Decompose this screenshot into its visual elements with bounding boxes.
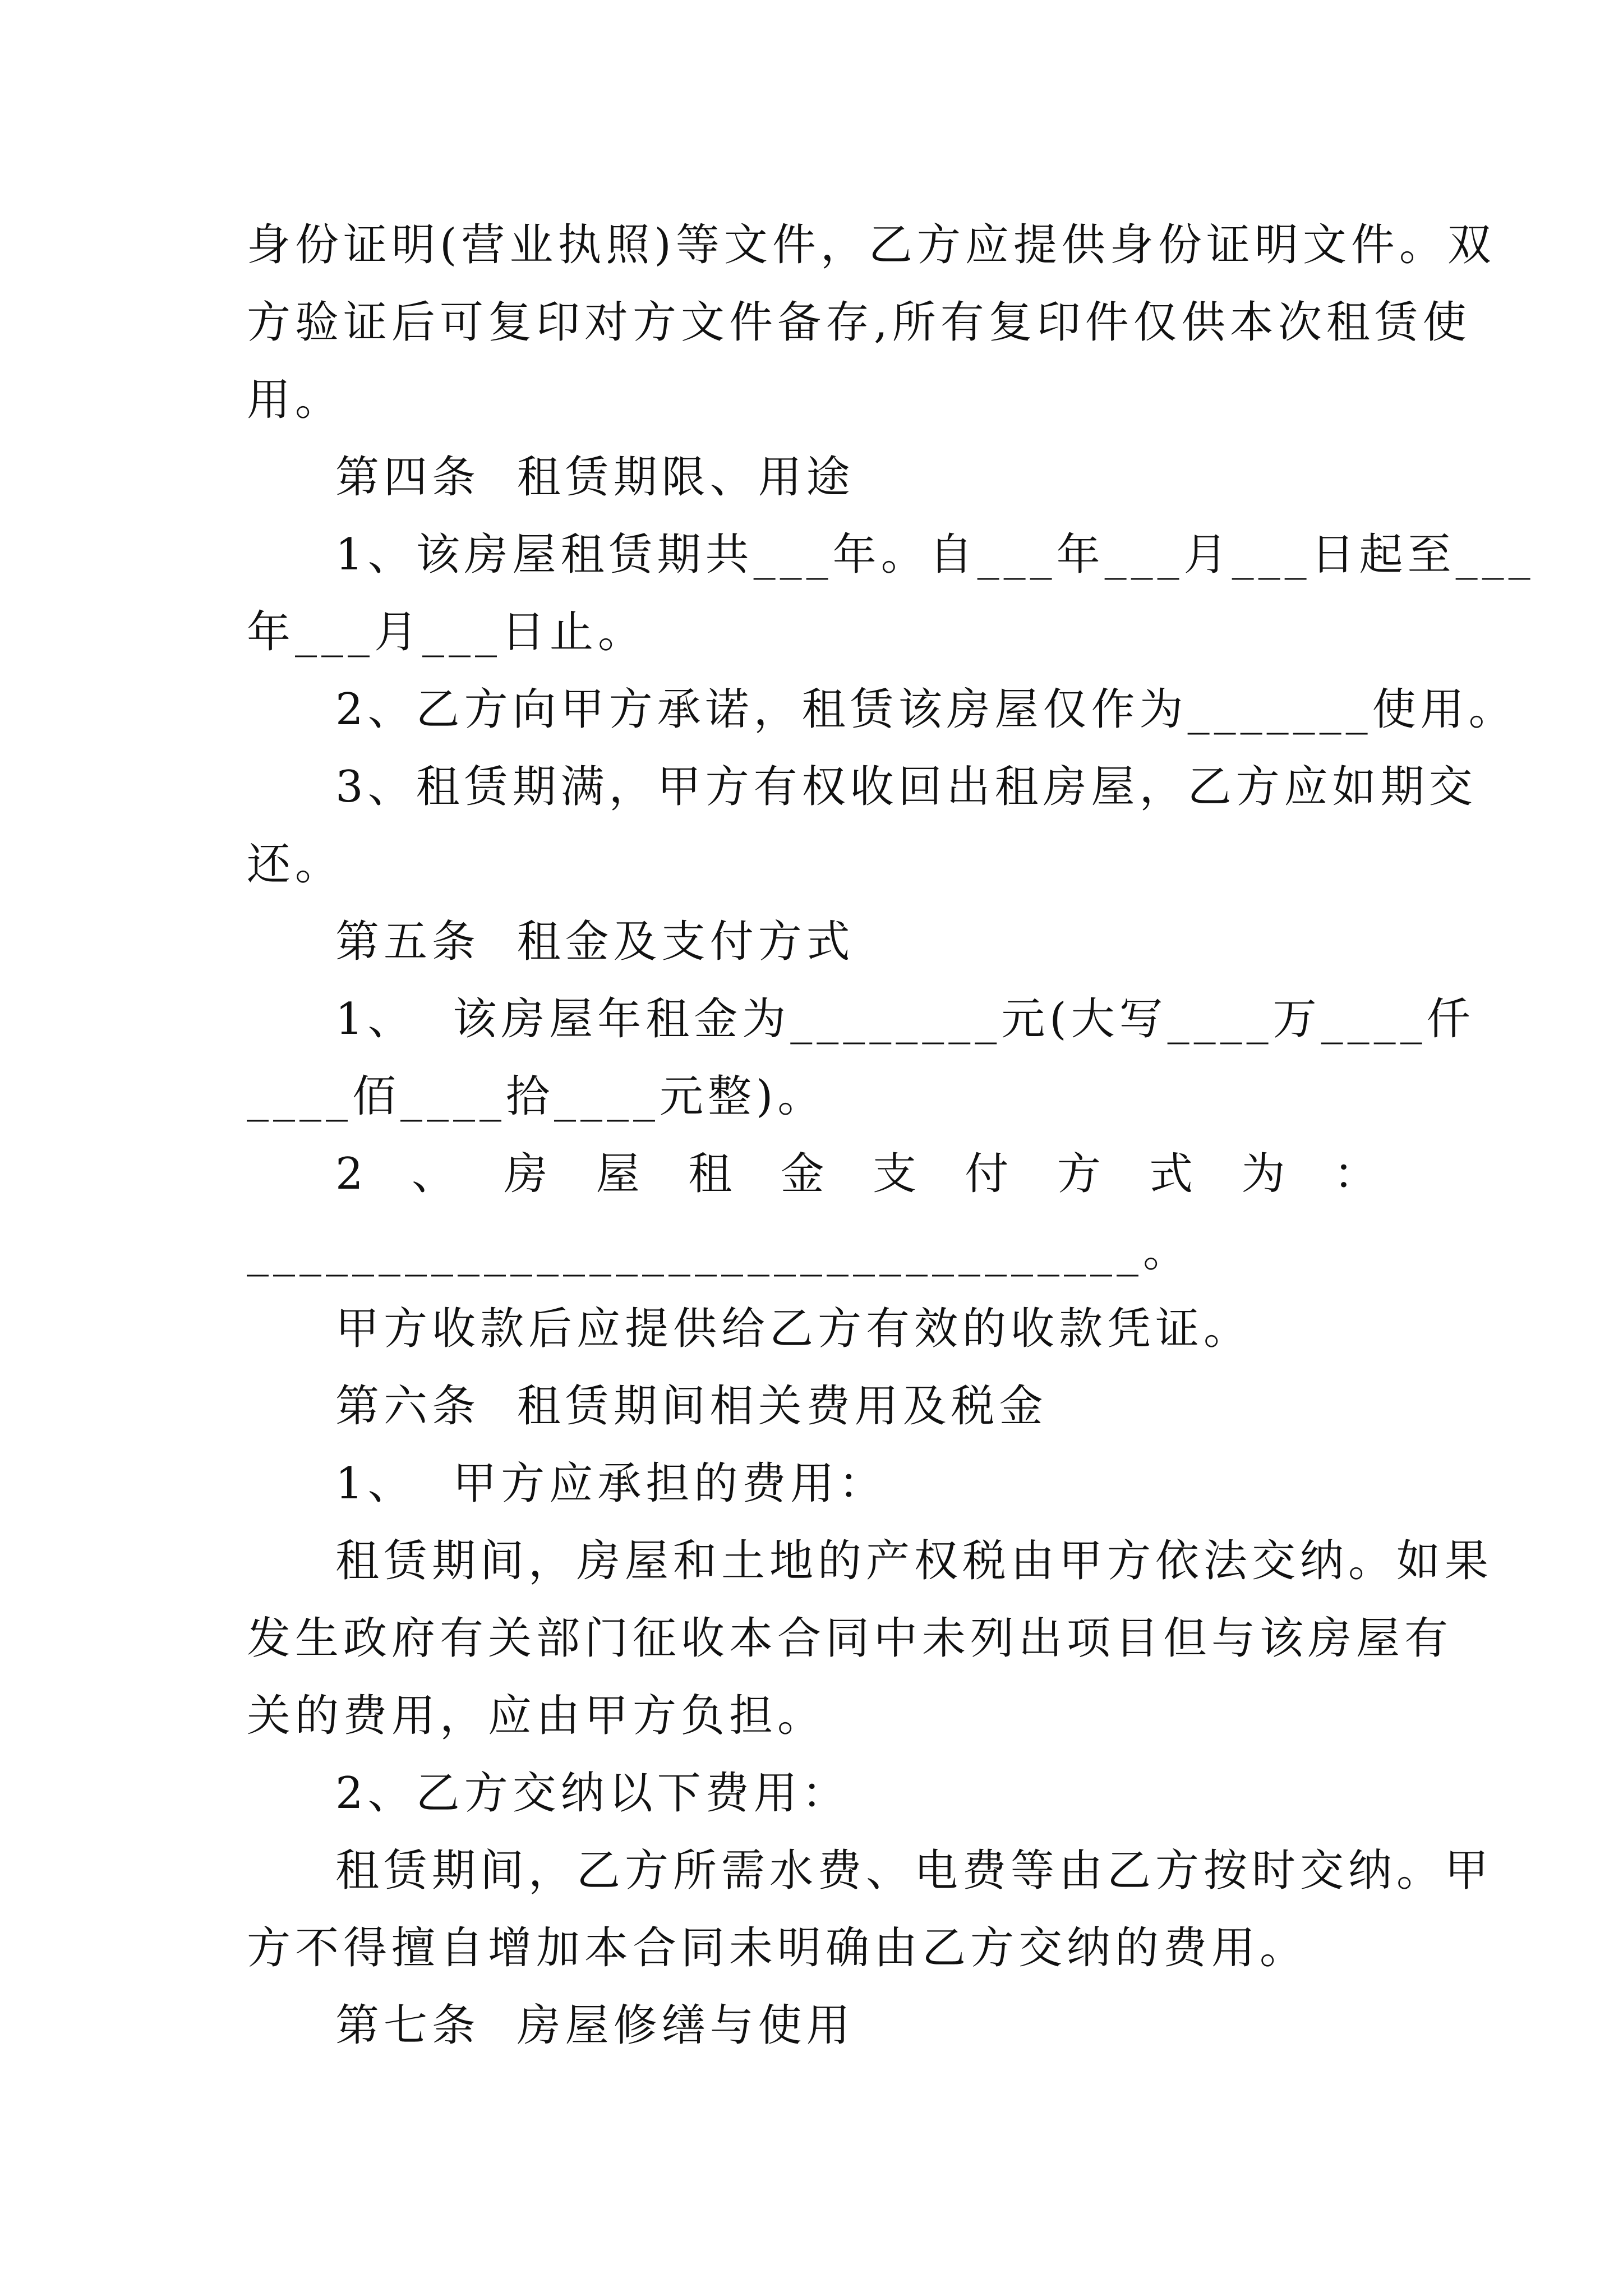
text-line-17: 1、 甲方应承担的费用：: [335, 1458, 887, 1509]
char: 付: [965, 1149, 1009, 1199]
char: 屋: [596, 1149, 640, 1199]
article-4-heading: 第四条 租赁期限、用途: [335, 452, 855, 503]
article-7-heading: 第七条 房屋修缮与使用: [335, 2000, 855, 2051]
char: 房: [504, 1149, 548, 1199]
char: 2: [335, 1149, 363, 1199]
text-line-9: 还。: [247, 839, 344, 890]
text-line-15: 甲方收款后应提供给乙方有效的收款凭证。: [335, 1304, 1252, 1354]
char: 式: [1149, 1149, 1193, 1199]
article-5-heading: 第五条 租金及支付方式: [335, 917, 855, 967]
text-line-18: 租赁期间，房屋和土地的产权税由甲方依法交纳。如果: [335, 1536, 1493, 1586]
text-line-8: 3、租赁期满，甲方有权收回出租房屋，乙方应如期交: [335, 762, 1477, 812]
char: ：: [1333, 1149, 1377, 1199]
char: 方: [1057, 1149, 1101, 1199]
text-line-11: 1、 该房屋年租金为________元(大写____万____仟: [335, 994, 1475, 1045]
text-line-19: 发生政府有关部门征收本合同中未列出项目但与该房屋有: [247, 1613, 1453, 1664]
text-line-23: 方不得擅自增加本合同未明确由乙方交纳的费用。: [247, 1923, 1308, 1973]
text-line-21: 2、乙方交纳以下费用：: [335, 1768, 850, 1819]
text-line-20: 关的费用，应由甲方负担。: [247, 1691, 826, 1741]
char: 支: [872, 1149, 916, 1199]
text-line-14: __________________________________。: [247, 1226, 1192, 1277]
char: 、: [412, 1149, 456, 1199]
text-line-6: 年___月___日止。: [247, 607, 647, 657]
char: 为: [1241, 1149, 1285, 1199]
payment-method-line: [335, 1149, 1377, 1199]
text-line-3: 用。: [247, 375, 344, 425]
article-6-heading: 第六条 租赁期间相关费用及税金: [335, 1381, 1048, 1432]
char: 金: [780, 1149, 824, 1199]
text-line-7: 2、乙方向甲方承诺，租赁该房屋仅作为_______使用。: [335, 684, 1517, 735]
text-line-2: 方验证后可复印对方文件备存,所有复印件仅供本次租赁使: [247, 297, 1471, 348]
char: 租: [688, 1149, 732, 1199]
text-line-22: 租赁期间，乙方所需水费、电费等由乙方按时交纳。甲: [335, 1846, 1493, 1896]
text-line-12: ____佰____拾____元整)。: [247, 1071, 826, 1122]
text-line-1: 身份证明(营业执照)等文件，乙方应提供身份证明文件。双: [247, 220, 1496, 270]
text-line-5: 1、该房屋租赁期共___年。自___年___月___日起至___: [335, 530, 1535, 580]
